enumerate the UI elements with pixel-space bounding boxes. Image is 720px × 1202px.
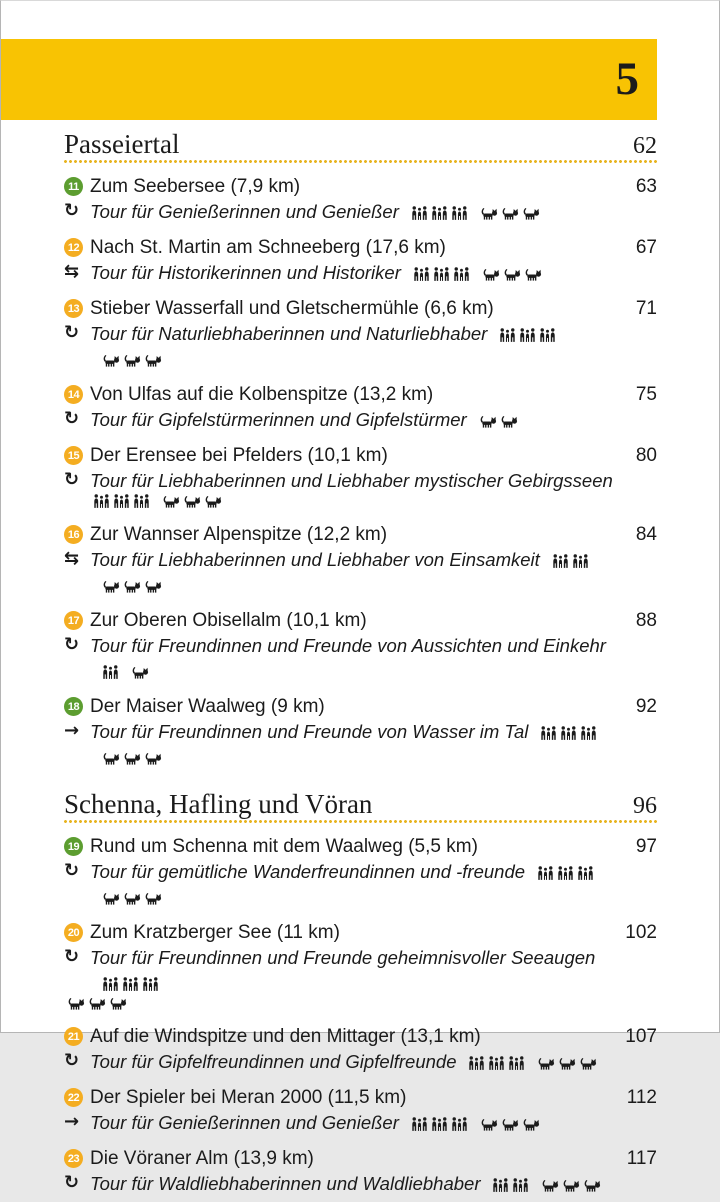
tour-description-text: Tour für Freundinnen und Freunde geheimnisvoller Seeaugen	[90, 947, 596, 968]
cat-icon	[476, 409, 497, 430]
section-title: Passeiertal	[64, 129, 180, 159]
tour-number-badge: 13	[64, 299, 83, 318]
tour-number-badge: 17	[64, 611, 83, 630]
group-of-hikers-icon	[516, 323, 536, 344]
circular-route-arrow-icon: ↻	[64, 408, 80, 429]
one-way-arrow-icon: →	[64, 720, 80, 741]
tour-rating-icons-line	[90, 493, 626, 511]
tour-page-number: 75	[635, 384, 657, 405]
tour-number-badge: 22	[64, 1088, 83, 1107]
section-heading	[64, 789, 657, 823]
cat-icon	[519, 201, 540, 222]
cat-icon	[498, 201, 519, 222]
cat-icon	[159, 493, 180, 510]
cat-icon	[180, 493, 201, 510]
tour-description-text: Tour für Genießerinnen und Genießer	[90, 1112, 399, 1133]
tour-entry	[64, 921, 657, 1013]
group-of-hikers-icon	[557, 721, 577, 742]
group-of-hikers-icon	[465, 1051, 485, 1072]
group-of-hikers-icon	[448, 201, 468, 222]
group-of-hikers-icon-run	[534, 861, 594, 882]
cat-icon-run	[477, 201, 540, 222]
tour-title: Der Erensee bei Pfelders (10,1 km)	[90, 445, 388, 466]
cat-icon	[141, 746, 162, 767]
cat-icon	[120, 746, 141, 767]
tour-page-number: 80	[635, 445, 657, 466]
tour-title: Zur Wannser Alpenspitze (12,2 km)	[90, 524, 388, 545]
tour-description-text: Tour für Genießerinnen und Genießer	[90, 201, 399, 222]
group-of-hikers-icon	[119, 972, 139, 993]
cat-icon-run	[99, 886, 162, 907]
group-of-hikers-icon-run	[410, 262, 470, 283]
tour-description	[90, 468, 626, 493]
tour-title: Der Spieler bei Meran 2000 (11,5 km)	[90, 1087, 407, 1108]
cat-icon	[519, 1112, 540, 1133]
tour-description	[90, 945, 615, 995]
cat-icon	[99, 886, 120, 907]
tour-entry	[64, 383, 657, 432]
tour-title: Rund um Schenna mit dem Waalweg (5,5 km)	[90, 836, 478, 857]
tour-title: Von Ulfas auf die Kolbenspitze (13,2 km)	[90, 384, 434, 405]
tour-entry	[64, 297, 657, 371]
table-of-contents	[64, 129, 657, 1202]
group-of-hikers-icon-run	[496, 323, 556, 344]
group-of-hikers-icon	[428, 1112, 448, 1133]
group-of-hikers-icon	[496, 323, 516, 344]
cat-icon	[99, 746, 120, 767]
group-of-hikers-icon	[577, 721, 597, 742]
tour-number-badge: 21	[64, 1027, 83, 1046]
cat-icon-run	[159, 493, 222, 510]
cat-icon	[534, 1051, 555, 1072]
tour-description-text: Tour für Liebhaberinnen und Liebhaber mystischer Gebirgsseen	[90, 470, 613, 491]
cat-icon-run	[477, 1112, 540, 1133]
group-of-hikers-icon	[569, 549, 589, 570]
group-of-hikers-icon	[410, 262, 430, 283]
tour-number-badge: 14	[64, 385, 83, 404]
chapter-page-number: 5	[615, 53, 639, 105]
group-of-hikers-icon	[450, 262, 470, 283]
cat-icon-run	[128, 660, 149, 681]
tour-page-number: 97	[635, 836, 657, 857]
tour-page-number: 117	[626, 1148, 657, 1169]
cat-icon	[141, 574, 162, 595]
tour-description-text: Tour für Gipfelfreundinnen und Gipfelfreunde	[90, 1051, 457, 1072]
tour-page-spacer	[626, 321, 657, 371]
tour-page-number: 88	[635, 610, 657, 631]
tour-title: Zur Oberen Obisellalm (10,1 km)	[90, 610, 367, 631]
group-of-hikers-icon	[90, 493, 110, 510]
group-of-hikers-icon-run	[465, 1051, 525, 1072]
tour-page-spacer	[626, 719, 657, 769]
group-of-hikers-icon	[549, 549, 569, 570]
tour-page-spacer	[615, 945, 657, 995]
group-of-hikers-icon	[139, 972, 159, 993]
cat-icon	[479, 262, 500, 283]
group-of-hikers-icon	[536, 323, 556, 344]
out-and-back-arrows-icon: ⇆	[64, 261, 80, 282]
cat-icon	[120, 886, 141, 907]
group-of-hikers-icon-run	[549, 549, 589, 570]
tour-title: Auf die Windspitze und den Mittager (13,1 km)	[90, 1026, 481, 1047]
tour-page-spacer	[626, 633, 657, 683]
group-of-hikers-icon	[99, 660, 119, 681]
cat-icon	[141, 348, 162, 369]
cat-icon	[201, 493, 222, 510]
tour-description-text: Tour für Freundinnen und Freunde von Aussichten und Einkehr	[90, 635, 606, 656]
tour-number-badge: 12	[64, 238, 83, 257]
cat-icon	[85, 995, 106, 1012]
cat-icon	[580, 1173, 601, 1194]
cat-icon	[521, 262, 542, 283]
tour-description-text: Tour für Gipfelstürmerinnen und Gipfelstürmer	[90, 409, 467, 430]
circular-route-arrow-icon: ↻	[64, 946, 80, 967]
out-and-back-arrows-icon: ⇆	[64, 548, 80, 569]
tour-number-badge: 11	[64, 177, 83, 196]
tour-title: Stieber Wasserfall und Gletschermühle (6,6 km)	[90, 298, 494, 319]
tour-page-number: 112	[626, 1087, 657, 1108]
cat-icon	[477, 1112, 498, 1133]
group-of-hikers-icon-run	[489, 1173, 529, 1194]
tour-description	[90, 1110, 617, 1135]
tour-title: Nach St. Martin am Schneeberg (17,6 km)	[90, 237, 446, 258]
cat-icon	[576, 1051, 597, 1072]
group-of-hikers-icon	[408, 201, 428, 222]
group-of-hikers-icon	[110, 493, 130, 510]
cat-icon-run	[64, 995, 127, 1012]
group-of-hikers-icon	[489, 1173, 509, 1194]
chapter-header-bar	[1, 39, 657, 120]
tour-number-badge: 20	[64, 923, 83, 942]
tour-description-text: Tour für Liebhaberinnen und Liebhaber von Einsamkeit	[90, 549, 540, 570]
tour-number-badge: 23	[64, 1149, 83, 1168]
circular-route-arrow-icon: ↻	[64, 634, 80, 655]
group-of-hikers-icon-run	[408, 1112, 468, 1133]
section-page-number: 96	[633, 793, 657, 819]
cat-icon	[538, 1173, 559, 1194]
cat-icon	[99, 348, 120, 369]
tour-title: Der Maiser Waalweg (9 km)	[90, 696, 325, 717]
tour-description-text: Tour für Historikerinnen und Historiker	[90, 262, 401, 283]
group-of-hikers-icon	[574, 861, 594, 882]
tour-title: Die Vöraner Alm (13,9 km)	[90, 1148, 314, 1169]
tour-page-spacer	[615, 1049, 657, 1074]
circular-route-arrow-icon: ↻	[64, 1050, 80, 1071]
tour-description	[90, 719, 626, 769]
tour-page-spacer	[626, 260, 657, 285]
tour-entry	[64, 609, 657, 683]
cat-icon-run	[99, 348, 162, 369]
tour-page-number: 107	[625, 1026, 657, 1047]
group-of-hikers-icon-run	[99, 660, 119, 681]
section-title: Schenna, Hafling und Vöran	[64, 789, 373, 819]
tour-page-spacer	[626, 468, 657, 493]
tour-entry	[64, 835, 657, 909]
cat-icon	[99, 574, 120, 595]
cat-icon-run	[534, 1051, 597, 1072]
cat-icon-run	[479, 262, 542, 283]
cat-icon-run	[538, 1173, 601, 1194]
tour-description	[90, 859, 626, 909]
group-of-hikers-icon	[408, 1112, 428, 1133]
tour-description-text: Tour für Naturliebhaberinnen und Naturliebhaber	[90, 323, 488, 344]
tour-entry	[64, 236, 657, 285]
tour-description	[90, 199, 626, 224]
cat-icon	[500, 262, 521, 283]
tour-number-badge: 18	[64, 697, 83, 716]
group-of-hikers-icon	[428, 201, 448, 222]
section-heading	[64, 129, 657, 163]
cat-icon-run	[99, 746, 162, 767]
cat-icon	[498, 1112, 519, 1133]
tour-page-spacer	[617, 1110, 657, 1135]
group-of-hikers-icon	[130, 493, 150, 510]
tour-page-spacer	[617, 1171, 657, 1196]
group-of-hikers-icon	[537, 721, 557, 742]
tour-page-number: 92	[635, 696, 657, 717]
tour-description-text: Tour für Freundinnen und Freunde von Wasser im Tal	[90, 721, 529, 742]
tour-entry	[64, 444, 657, 511]
group-of-hikers-icon-run	[537, 721, 597, 742]
cat-icon	[106, 995, 127, 1012]
tour-page-spacer	[626, 199, 657, 224]
tour-title: Zum Seebersee (7,9 km)	[90, 176, 301, 197]
tour-page-number: 71	[635, 298, 657, 319]
tour-rating-icons-line	[64, 995, 615, 1013]
cat-icon	[559, 1173, 580, 1194]
circular-route-arrow-icon: ↻	[64, 322, 80, 343]
tour-number-badge: 15	[64, 446, 83, 465]
tour-entry	[64, 1025, 657, 1074]
cat-icon-run	[99, 574, 162, 595]
tour-description	[90, 260, 626, 285]
toc-section	[64, 789, 657, 1196]
group-of-hikers-icon-run	[90, 493, 150, 510]
tour-entry	[64, 1147, 657, 1196]
tour-title: Zum Kratzberger See (11 km)	[90, 922, 340, 943]
group-of-hikers-icon	[554, 861, 574, 882]
cat-icon-run	[476, 409, 518, 430]
tour-description-text: Tour für gemütliche Wanderfreundinnen und -freunde	[90, 861, 526, 882]
tour-entry	[64, 695, 657, 769]
tour-page-number: 84	[635, 524, 657, 545]
tour-description	[90, 321, 626, 371]
tour-description	[90, 547, 626, 597]
tour-entry	[64, 1086, 657, 1135]
toc-section	[64, 129, 657, 769]
group-of-hikers-icon	[430, 262, 450, 283]
group-of-hikers-icon	[505, 1051, 525, 1072]
group-of-hikers-icon	[509, 1173, 529, 1194]
group-of-hikers-icon	[99, 972, 119, 993]
circular-route-arrow-icon: ↻	[64, 200, 80, 221]
tour-number-badge: 16	[64, 525, 83, 544]
tour-page-number: 63	[635, 176, 657, 197]
cat-icon	[497, 409, 518, 430]
tour-page-spacer	[626, 407, 657, 432]
tour-number-badge: 19	[64, 837, 83, 856]
group-of-hikers-icon-run	[408, 201, 468, 222]
cat-icon	[477, 201, 498, 222]
cat-icon	[141, 886, 162, 907]
cat-icon	[128, 660, 149, 681]
tour-description	[90, 1049, 615, 1074]
tour-page-number: 67	[635, 237, 657, 258]
tour-description	[90, 407, 626, 432]
tour-entry	[64, 523, 657, 597]
group-of-hikers-icon-run	[99, 972, 159, 993]
section-page-number: 62	[633, 133, 657, 159]
tour-entry	[64, 175, 657, 224]
cat-icon	[120, 348, 141, 369]
group-of-hikers-icon	[485, 1051, 505, 1072]
group-of-hikers-icon	[448, 1112, 468, 1133]
cat-icon	[555, 1051, 576, 1072]
circular-route-arrow-icon: ↻	[64, 860, 80, 881]
tour-description-text: Tour für Waldliebhaberinnen und Waldliebhaber	[90, 1173, 481, 1194]
tour-description	[90, 633, 626, 683]
tour-page-spacer	[626, 859, 657, 909]
cat-icon	[64, 995, 85, 1012]
tour-description	[90, 1171, 617, 1196]
group-of-hikers-icon	[534, 861, 554, 882]
tour-page-spacer	[626, 547, 657, 597]
circular-route-arrow-icon: ↻	[64, 1172, 80, 1193]
cat-icon	[120, 574, 141, 595]
tour-page-number: 102	[625, 922, 657, 943]
one-way-arrow-icon: →	[64, 1111, 80, 1132]
circular-route-arrow-icon: ↻	[64, 469, 80, 490]
